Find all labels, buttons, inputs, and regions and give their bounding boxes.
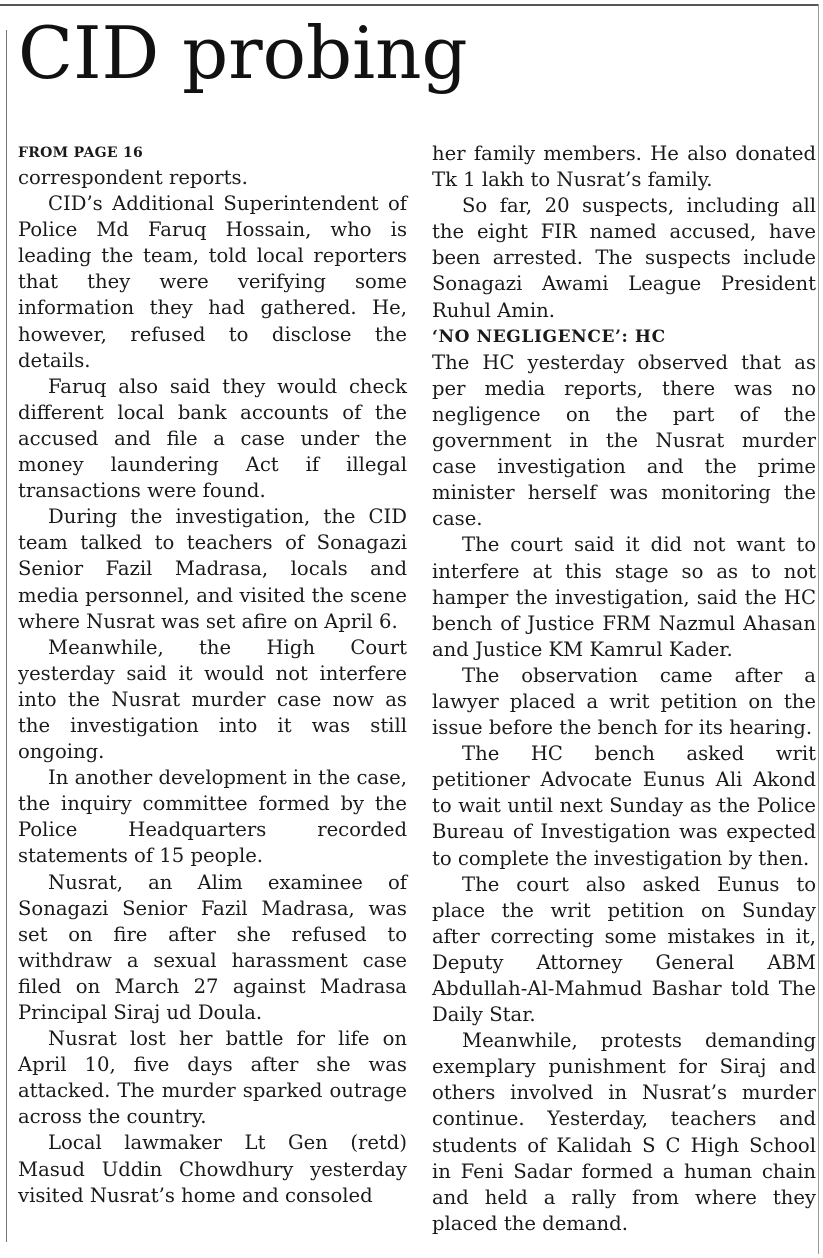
paragraph: The HC bench asked writ petitioner Advocate Eunus Ali Akond to wait until next Sunday as the Police Bureau of Investigation was expected to complete the investigation by then. [432,742,816,870]
paragraph: During the investigation, the CID team talked to teachers of Sonagazi Senior Fazil Madrasa, locals and media personnel, and visited the scene where Nusrat was set afire on April 6. [18,505,407,633]
from-page-kicker: FROM PAGE 16 [18,145,144,161]
paragraph: her family members. He also donated Tk 1 lakh to Nusrat’s family. [432,142,816,192]
left-column [18,141,407,1209]
top-rule [0,4,818,6]
paragraph: The court also asked Eunus to place the writ petition on Sunday after correcting some mistakes in it, Deputy Attorney General ABM Abdullah-Al-Mahmud Bashar told The Daily Star. [432,872,816,1027]
paragraph: CID’s Additional Superintendent of Police Md Faruq Hossain, who is leading the team, told local reporters that they were verifying some information they had gathered. He, however, refused to disclose the details. [18,192,407,372]
paragraph: Meanwhile, the High Court yesterday said it would not interfere into the Nusrat murder case now as the investigation into it was still ongoing. [18,635,407,764]
paragraph: Meanwhile, protests demanding exemplary punishment for Siraj and others involved in Nusrat’s murder continue. Yesterday, teachers and students of Kalidah S C High School in Feni Sadar formed a human chain and held a rally from where they placed the demand. [432,1029,816,1235]
paragraph: Nusrat lost her battle for life on April 10, five days after she was attacked. The murder sparked outrage across the country. [18,1027,407,1129]
paragraph: So far, 20 suspects, including all the eight FIR named accused, have been arrested. The suspects include Sonagazi Awami League President Ruhul Amin. [432,194,816,322]
right-column [432,141,816,1237]
paragraph: In another development in the case, the inquiry committee formed by the Police Headquarters recorded statements of 15 people. [18,766,407,868]
left-column-rule [6,30,7,1242]
paragraph: The HC yesterday observed that as per media reports, there was no negligence on the part of the government in the Nusrat murder case investigation and the prime minister herself was monitoring the case. [432,350,816,531]
paragraph: The court said it did not want to interfere at this stage so as to not hamper the investigation, said the HC bench of Justice FRM Nazmul Ahasan and Justice KM Kamrul Kader. [432,533,816,661]
paragraph: The observation came after a lawyer placed a writ petition on the issue before the bench for its hearing. [432,663,816,740]
paragraph: Local lawmaker Lt Gen (retd) Masud Uddin Chowdhury yesterday visited Nusrat’s home and consoled [18,1131,407,1207]
paragraph: correspondent reports. [18,166,248,189]
subhead: ‘NO NEGLIGENCE’: HC [432,326,666,347]
headline: CID probing [18,11,468,95]
paragraph: Nusrat, an Alim examinee of Sonagazi Senior Fazil Madrasa, was set on fire after she refused to withdraw a sexual harassment case filed on March 27 against Madrasa Principal Siraj ud Doula. [18,870,407,1024]
right-edge-rule [818,4,819,1254]
paragraph: Faruq also said they would check different local bank accounts of the accused and file a case under the money laundering Act if illegal transactions were found. [18,374,407,503]
